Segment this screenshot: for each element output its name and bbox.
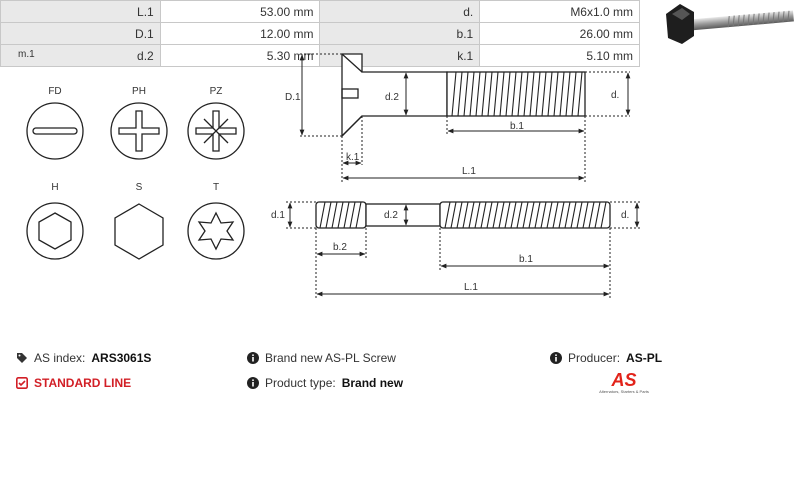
head-label-ph: PH — [132, 86, 146, 97]
as-index-value: ARS3061S — [91, 351, 152, 365]
dim2-d: d. — [621, 210, 630, 221]
checkbox-checked-icon — [16, 377, 28, 389]
dim2-d1: d.1 — [271, 210, 285, 221]
spec-label: d.2 — [1, 45, 161, 67]
screw-stud-drawing — [316, 202, 610, 228]
spec-value: 5.30 mm — [160, 45, 320, 67]
slot-head-icon — [27, 103, 83, 159]
info-icon — [247, 377, 259, 389]
spec-label: D.1 — [1, 23, 161, 45]
producer-label: Producer: — [568, 351, 621, 365]
dim-b1: b.1 — [510, 121, 524, 132]
dim2-b1: b.1 — [519, 254, 533, 265]
brand-row — [247, 351, 396, 365]
dim2-d2: d.2 — [384, 210, 398, 221]
producer-row — [550, 351, 662, 365]
product-type-row — [247, 376, 403, 390]
product-type-label: Product type: — [265, 376, 336, 390]
head-label-pz: PZ — [209, 86, 223, 97]
phillips-head-icon — [111, 103, 167, 159]
m-label: m.1 — [18, 49, 35, 60]
standard-line-label: STANDARD LINE — [34, 376, 132, 390]
product-photo — [660, 0, 800, 50]
pozidriv-head-icon — [188, 103, 244, 159]
spec-value: 53.00 mm — [160, 1, 320, 23]
as-index-label: AS index: — [34, 351, 86, 365]
spec-label: d. — [320, 1, 480, 23]
standard-line-row — [16, 376, 131, 390]
spec-label: b.1 — [320, 23, 480, 45]
dim-d: d. — [611, 90, 620, 101]
as-index-row — [16, 351, 151, 365]
spec-label: L.1 — [1, 1, 161, 23]
dim-L1: L.1 — [462, 166, 476, 177]
head-label-fd: FD — [48, 86, 62, 97]
dim2-b2: b.2 — [333, 242, 347, 253]
head-label-s: S — [135, 182, 143, 193]
dim-D1: D.1 — [285, 92, 301, 103]
product-type-value: Brand new — [341, 376, 404, 390]
spec-value: 5.10 mm — [480, 45, 640, 67]
spec-value: 12.00 mm — [160, 23, 320, 45]
spec-value: 26.00 mm — [480, 23, 640, 45]
screw-countersunk-drawing — [342, 54, 585, 136]
info-icon — [247, 352, 259, 364]
head-label-t: T — [212, 182, 220, 193]
info-icon — [550, 352, 562, 364]
spec-label: k.1 — [320, 45, 480, 67]
as-pl-logo — [598, 371, 650, 395]
producer-value: AS-PL — [626, 351, 663, 365]
tags-icon — [16, 352, 28, 364]
head-label-h: H — [51, 182, 59, 193]
dim2-L1: L.1 — [464, 282, 478, 293]
logo-text: AS — [611, 370, 637, 390]
dim-d2: d.2 — [385, 92, 399, 103]
spec-value: M6x1.0 mm — [480, 1, 640, 23]
brand-text: Brand new AS-PL Screw — [265, 351, 396, 365]
dim-k1: k.1 — [346, 152, 360, 163]
hex-head-icon — [115, 204, 163, 259]
hex-socket-head-icon — [27, 203, 83, 259]
torx-head-icon — [188, 203, 244, 259]
logo-tagline: Alternators, Starters & Parts — [599, 389, 649, 394]
